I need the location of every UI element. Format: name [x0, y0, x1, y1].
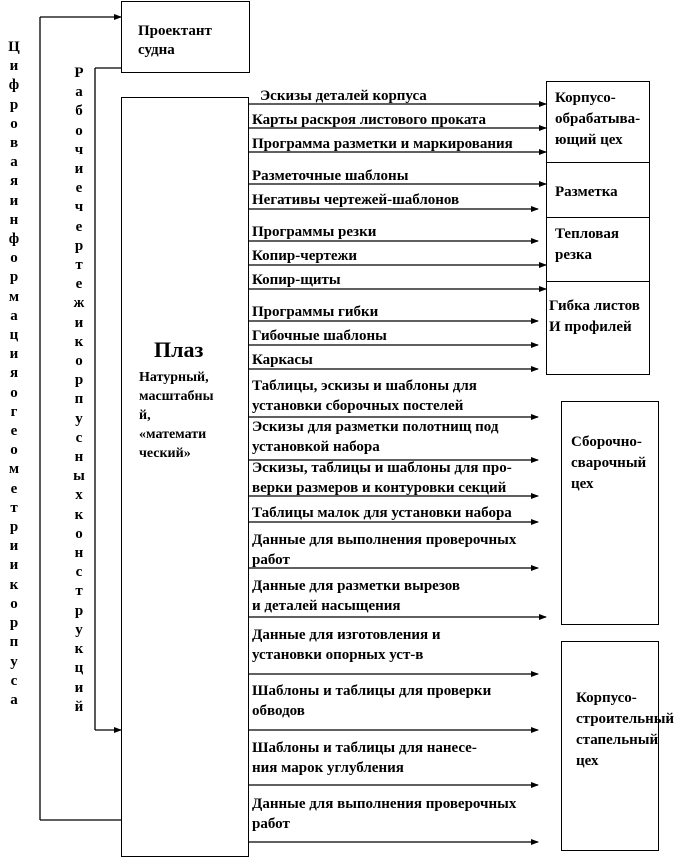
output-19: Шаблоны и таблицы для проверки обводов [252, 683, 492, 719]
output-11: Каркасы [252, 352, 313, 368]
shop-slipway [561, 641, 675, 851]
output-13: Эскизы для разметки полотнищ под установкой набора [252, 419, 499, 455]
plaz-box [121, 97, 249, 857]
shop-marking [546, 162, 650, 218]
shop-marking-label: Разметка [555, 184, 618, 200]
plaz-title: Плаз [154, 337, 204, 362]
output-3: Программа разметки и маркирования [252, 136, 513, 152]
output-2: Карты раскроя листового проката [252, 112, 486, 128]
output-17: Данные для разметки вырезов и деталей насыщения [252, 578, 461, 614]
output-5: Негативы чертежей-шаблонов [252, 192, 460, 208]
designer-box [121, 1, 250, 73]
output-18: Данные для изготовления и установки опорных уст-в [252, 627, 441, 663]
shop-bending [546, 281, 650, 375]
shop-assembly-welding [561, 401, 659, 625]
designer-label: Проектант судна [138, 23, 212, 58]
output-15: Таблицы малок для установки набора [252, 505, 512, 521]
output-12: Таблицы, эскизы и шаблоны для установки сборочных постелей [252, 378, 477, 414]
output-10: Гибочные шаблоны [252, 328, 387, 344]
output-14: Эскизы, таблицы и шаблоны для про- верки размеров и контуровки секций [252, 460, 512, 496]
shop-bending-label: Гибка листов И профилей [549, 298, 640, 335]
vertical-label-working-drawings: Р а б о ч и е ч е р т е ж и к о р п у с н ы х к о н с т р у к ц и й [73, 65, 85, 715]
output-8: Копир-щиты [252, 272, 341, 288]
output-7: Копир-чертежи [252, 248, 358, 264]
shop-assembly-welding-label: Сборочно- сварочный цех [571, 434, 647, 492]
shop-slipway-label: Корпусо- строительный стапельный цех [576, 690, 675, 769]
shop-thermal-cutting [546, 217, 650, 282]
output-4: Разметочные шаблоны [252, 168, 409, 184]
shop-thermal-cutting-label: Тепловая резка [555, 226, 619, 263]
output-20: Шаблоны и таблицы для нанесе- ния марок углубления [252, 740, 477, 776]
output-9: Программы гибки [252, 304, 379, 320]
output-1: Эскизы деталей корпуса [260, 88, 427, 104]
output-16: Данные для выполнения проверочных работ [252, 532, 517, 568]
vertical-label-digital-info: Ц и ф р о в а я и н ф о р м а ц и я о г е о м е т р и и к о р п у с а [8, 39, 20, 708]
output-21: Данные для выполнения проверочных работ [252, 796, 517, 832]
output-6: Программы резки [252, 224, 377, 240]
plaz-subtitle: Натурный, масштабны й, «математи ческий» [139, 370, 214, 461]
shop-hull-processing [546, 81, 650, 163]
shop-hull-processing-label: Корпусо- обрабатыва- ющий цех [555, 90, 641, 148]
